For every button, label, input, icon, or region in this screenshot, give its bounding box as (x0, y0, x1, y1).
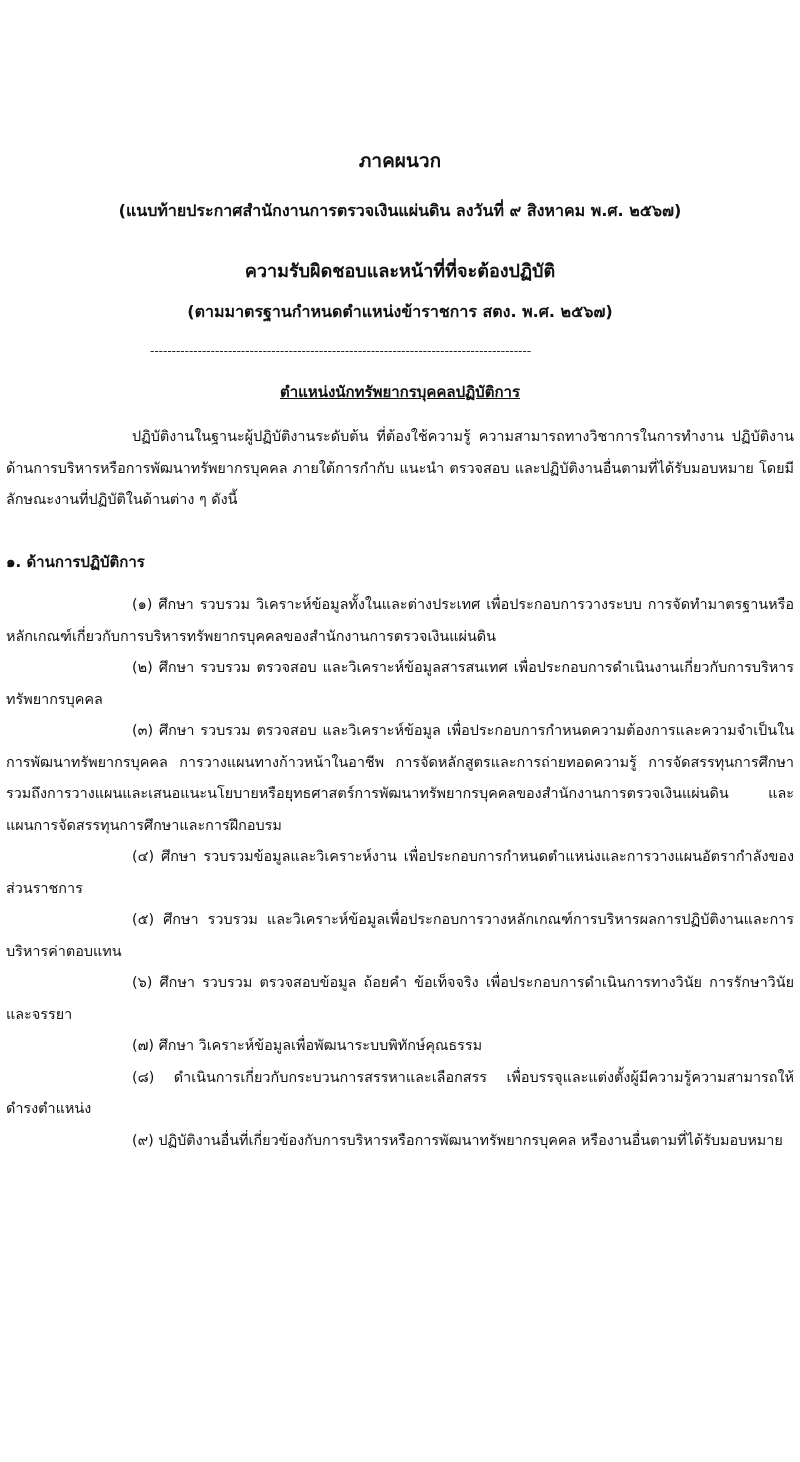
duty-item: (๒) ศึกษา รวบรวม ตรวจสอบ และวิเคราะห์ข้อมูลสารสนเทศ เพื่อประกอบการดำเนินงานเกี่ยวกับการบริหารทรัพยากรบุคคล (6, 660, 794, 708)
duty-item: (๗) ศึกษา วิเคราะห์ข้อมูลเพื่อพัฒนาระบบพิทักษ์คุณธรรม (132, 1038, 483, 1054)
position-intro: ปฏิบัติงานในฐานะผู้ปฏิบัติงานระดับต้น ที่ต้องใช้ความรู้ ความสามารถทางวิชาการในการทำงาน ปฏิบัติงานด้านการบริหารหรือการพัฒนาทรัพยากรบุคคล ภายใต้การกำกับ แนะนำ ตรวจสอบ และปฏิบัติงานอื่นตามที่ได้รับมอบหมาย โดยมีลักษณะงานที่ปฏิบัติในด้านต่าง ๆ ดังนี้ (6, 429, 794, 508)
separator-line: ---------------------------------------------------------------------------------------- (150, 344, 532, 358)
duty-list (6, 590, 794, 1157)
duty-item: (๓) ศึกษา รวบรวม ตรวจสอบ และวิเคราะห์ข้อมูล เพื่อประกอบการกำหนดความต้องการและความจำเป็นในการพัฒนาทรัพยากรบุคคล การวางแผนทางก้าวหน้าในอาชีพ การจัดหลักสูตรและการถ่ายทอดความรู้ การจัดสรรทุนการศึกษา รวมถึงการวางแผนและเสนอแนะนโยบายหรือยุทธศาสตร์การพัฒนาทรัพยากรบุคคลของสำนักงานการตรวจเงินแผ่นดิน และแผนการจัดสรรทุนการศึกษาและการฝึกอบรม (6, 723, 794, 834)
duty-item: (๘) ดำเนินการเกี่ยวกับกระบวนการสรรหาและเลือกสรร เพื่อบรรจุและแต่งตั้งผู้มีความรู้ความสามารถให้ดำรงตำแหน่ง (6, 1069, 794, 1117)
page-subtitle: (แนบท้ายประกาศสำนักงานการตรวจเงินแผ่นดิน ลงวันที่ ๙ สิงหาคม พ.ศ. ๒๕๖๗) (118, 201, 682, 220)
page-title: ภาคผนวก (358, 150, 442, 172)
section-heading: ๑. ด้านการปฏิบัติการ (6, 553, 145, 571)
duty-item: (๕) ศึกษา รวบรวม และวิเคราะห์ข้อมูลเพื่อประกอบการวางหลักเกณฑ์การบริหารผลการปฏิบัติงานและการบริหารค่าตอบแทน (6, 912, 794, 960)
section-title: ความรับผิดชอบและหน้าที่ที่จะต้องปฏิบัติ (244, 261, 556, 282)
duty-item: (๔) ศึกษา รวบรวมข้อมูลและวิเคราะห์งาน เพื่อประกอบการกำหนดตำแหน่งและการวางแผนอัตรากำลังของส่วนราชการ (6, 849, 794, 897)
duty-item: (๙) ปฏิบัติงานอื่นที่เกี่ยวข้องกับการบริหารหรือการพัฒนาทรัพยากรบุคคล หรืองานอื่นตามที่ได้รับมอบหมาย (132, 1132, 783, 1149)
section-subtitle: (ตามมาตรฐานกำหนดตำแหน่งข้าราชการ สตง. พ.ศ. ๒๕๖๗) (187, 302, 613, 321)
position-title: ตำแหน่งนักทรัพยากรบุคคลปฏิบัติการ (279, 383, 520, 401)
duty-item: (๖) ศึกษา รวบรวม ตรวจสอบข้อมูล ถ้อยคำ ข้อเท็จจริง เพื่อประกอบการดำเนินการทางวินัย การรักษาวินัยและจรรยา (6, 975, 794, 1023)
duty-item: (๑) ศึกษา รวบรวม วิเคราะห์ข้อมูลทั้งในและต่างประเทศ เพื่อประกอบการวางระบบ การจัดทำมาตรฐานหรือหลักเกณฑ์เกี่ยวกับการบริหารทรัพยากรบุคคลของสำนักงานการตรวจเงินแผ่นดิน (6, 597, 794, 645)
